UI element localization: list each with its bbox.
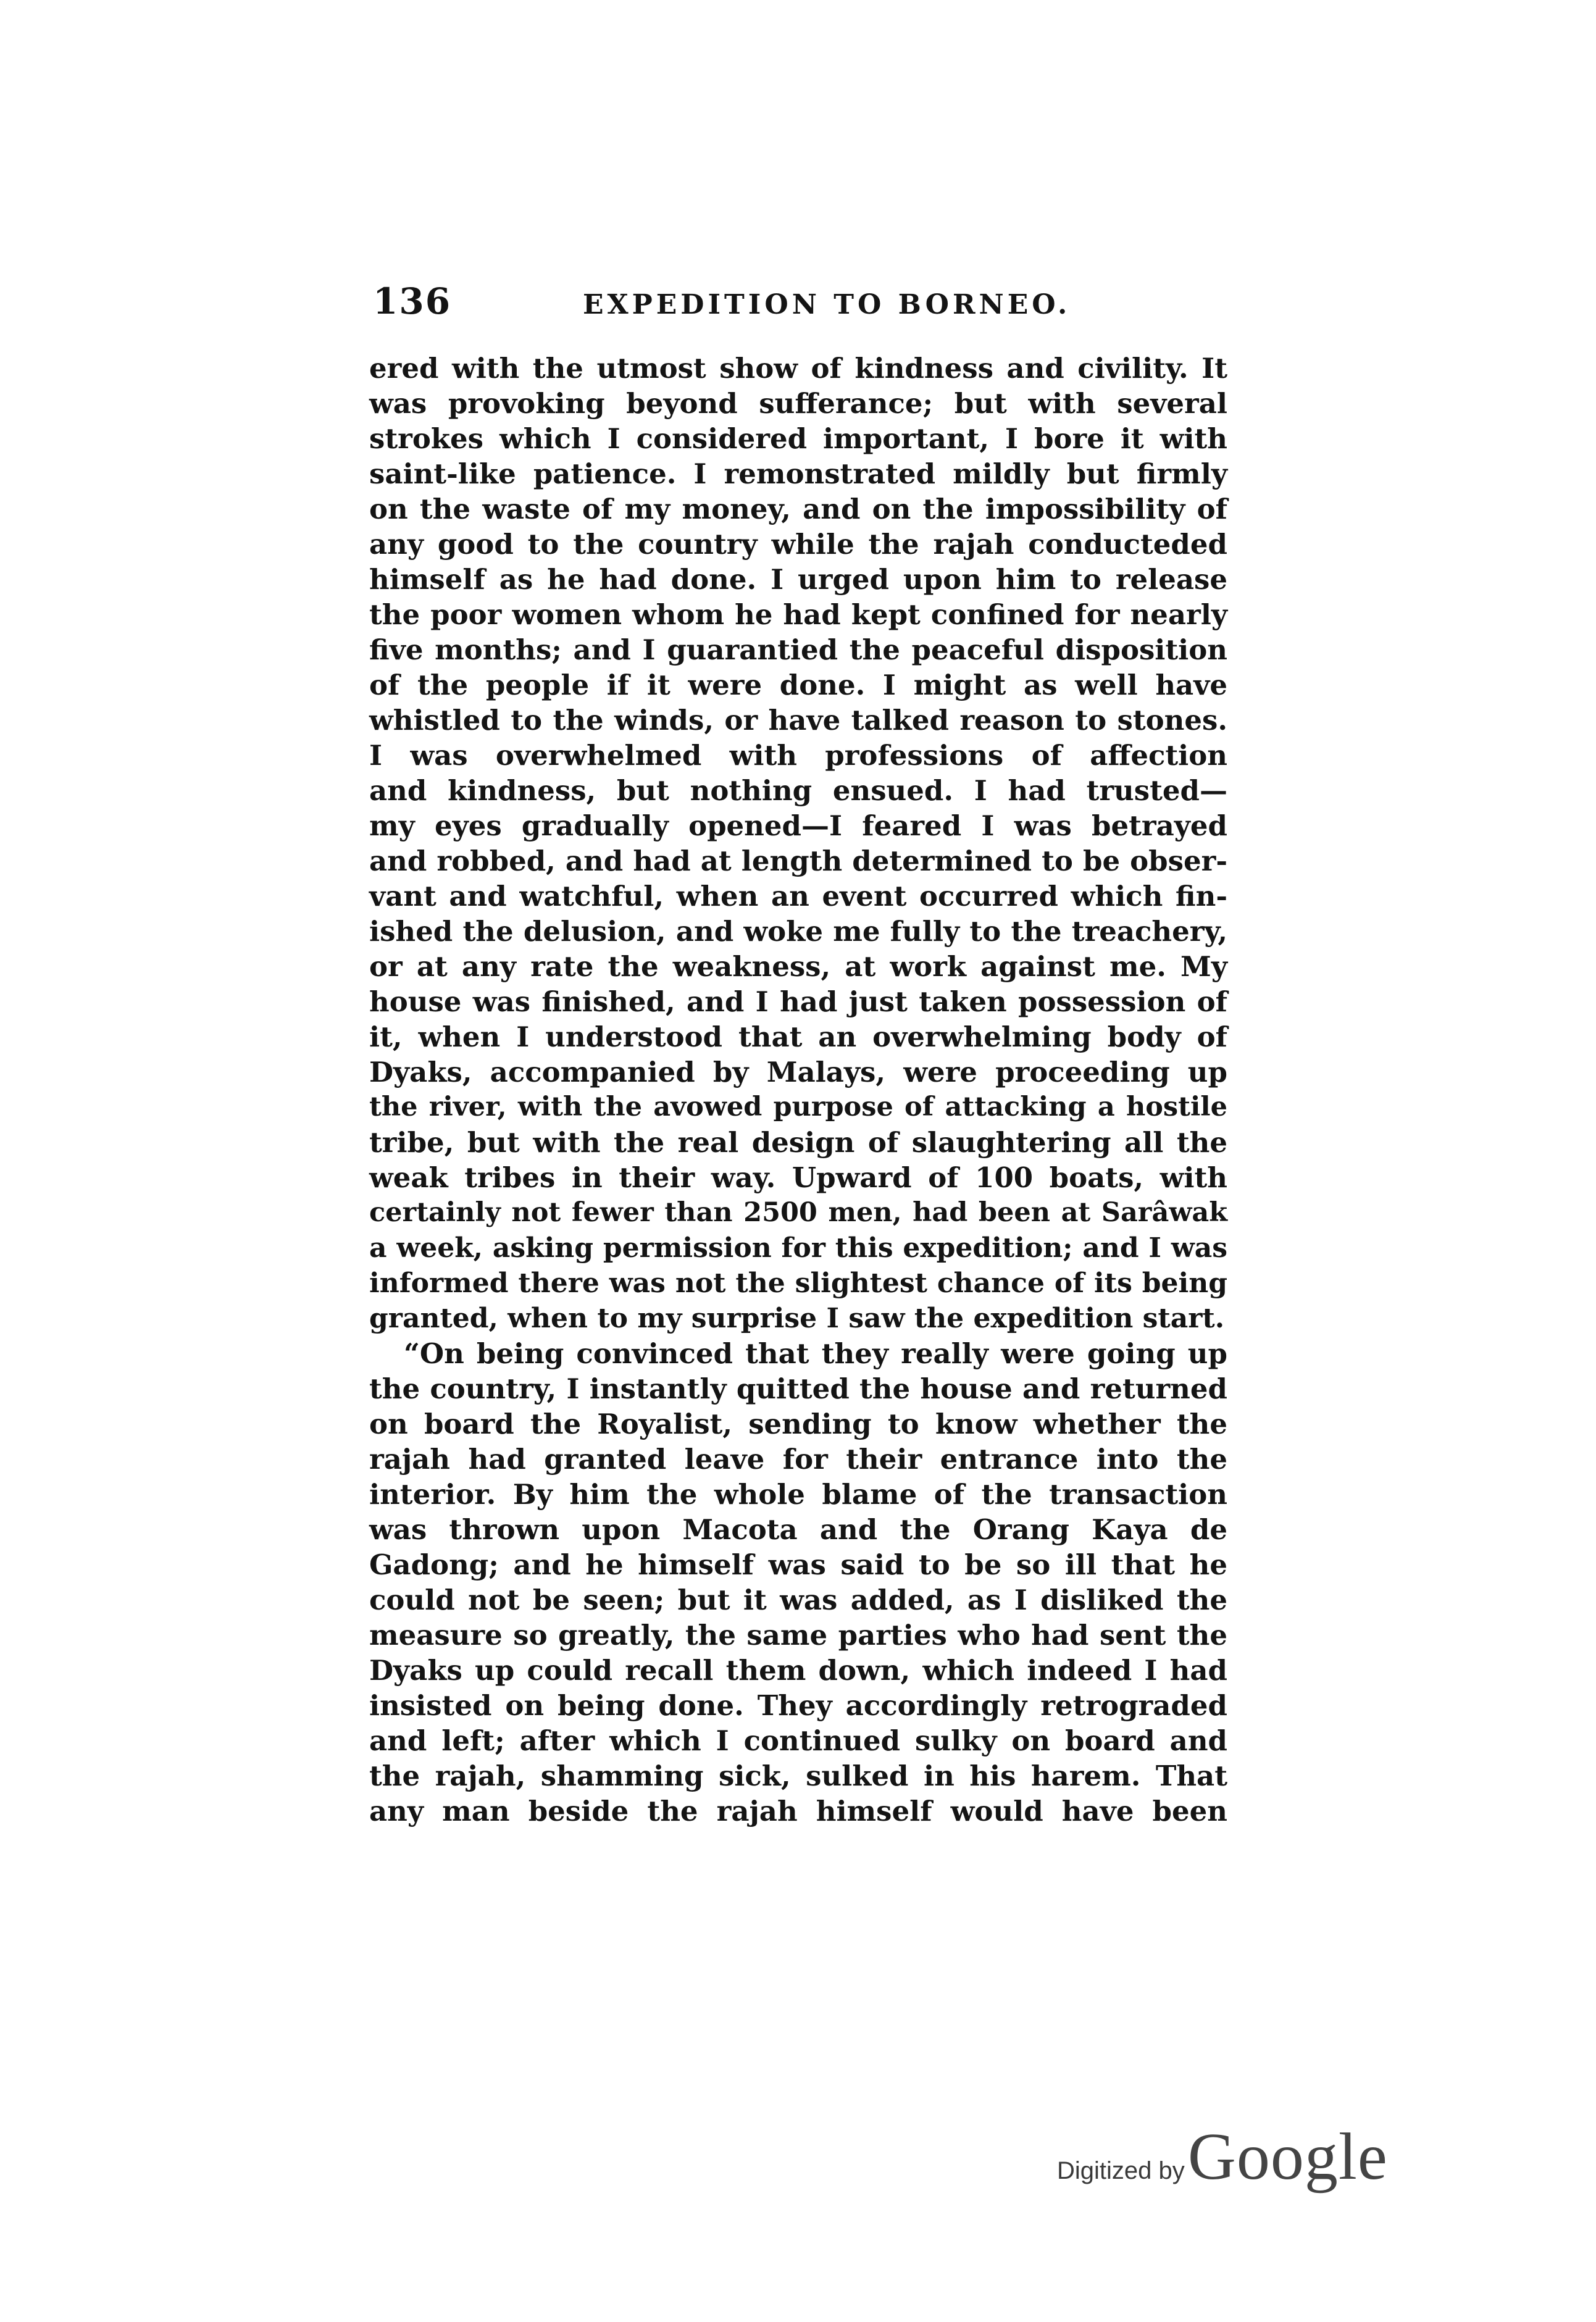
text-line: and kindness, but nothing ensued. I had trusted— bbox=[369, 774, 1227, 807]
text-line: rajah had granted leave for their entrance into the bbox=[369, 1443, 1227, 1476]
text-line: and left; after which I continued sulky on board and bbox=[369, 1724, 1227, 1757]
watermark-prefix: Digitized by bbox=[1057, 2157, 1185, 2184]
text-line: Dyaks, accompanied by Malays, were proceeding up bbox=[369, 1056, 1227, 1088]
text-line: I was overwhelmed with professions of affection bbox=[369, 739, 1227, 772]
text-line: the poor women whom he had kept confined for nearly bbox=[369, 598, 1227, 631]
page-number: 136 bbox=[373, 280, 452, 322]
text-line: Dyaks up could recall them down, which indeed I had bbox=[369, 1654, 1227, 1687]
text-line: the rajah, shamming sick, sulked in his harem. That bbox=[369, 1760, 1227, 1792]
text-line: of the people if it were done. I might as well have bbox=[369, 669, 1227, 701]
text-line: it, when I understood that an overwhelming body of bbox=[369, 1021, 1227, 1053]
google-logo: Google bbox=[1187, 2120, 1388, 2194]
text-line: “On being convinced that they really were going up bbox=[404, 1337, 1227, 1370]
text-line: certainly not fewer than 2500 men, had been at Sarâwak bbox=[369, 1197, 1227, 1228]
text-line: was provoking beyond sufferance; but with several bbox=[369, 387, 1227, 420]
text-line: my eyes gradually opened—I feared I was betrayed bbox=[369, 809, 1227, 842]
text-line: on the waste of my money, and on the impossibility of bbox=[369, 493, 1227, 525]
text-line: himself as he had done. I urged upon him to release bbox=[369, 563, 1227, 596]
text-line: saint-like patience. I remonstrated mildly but firmly bbox=[369, 457, 1227, 490]
text-line: informed there was not the slightest chance of its being bbox=[369, 1267, 1227, 1299]
text-line: strokes which I considered important, I bore it with bbox=[369, 422, 1227, 455]
text-line: any good to the country while the rajah conducteded bbox=[369, 528, 1227, 561]
text-line: the country, I instantly quitted the house and returned bbox=[369, 1372, 1227, 1405]
text-line: interior. By him the whole blame of the transaction bbox=[369, 1478, 1227, 1511]
text-line: any man beside the rajah himself would have been bbox=[369, 1795, 1227, 1827]
text-line: whistled to the winds, or have talked reason to stones. bbox=[369, 704, 1227, 737]
text-line: ished the delusion, and woke me fully to the treachery, bbox=[369, 915, 1227, 948]
text-line: a week, asking permission for this expedition; and I was bbox=[369, 1232, 1227, 1264]
text-line: Gadong; and he himself was said to be so ill that he bbox=[369, 1548, 1227, 1581]
text-line: granted, when to my surprise I saw the expedition start. bbox=[369, 1303, 1225, 1334]
text-line: the river, with the avowed purpose of attacking a hostile bbox=[369, 1092, 1227, 1122]
text-line: could not be seen; but it was added, as I disliked the bbox=[369, 1584, 1227, 1616]
text-line: or at any rate the weakness, at work against me. My bbox=[369, 950, 1227, 983]
running-title: EXPEDITION TO BORNEO. bbox=[583, 289, 1071, 320]
text-line: on board the Royalist, sending to know whether the bbox=[369, 1408, 1227, 1440]
digitized-watermark bbox=[1057, 2119, 1388, 2199]
running-head bbox=[373, 277, 1256, 326]
text-line: insisted on being done. They accordingly retrograded bbox=[369, 1689, 1227, 1722]
text-line: weak tribes in their way. Upward of 100 boats, with bbox=[369, 1161, 1227, 1194]
body-text bbox=[369, 351, 1227, 1829]
text-line: house was finished, and I had just taken possession of bbox=[369, 985, 1227, 1018]
text-line: measure so greatly, the same parties who had sent the bbox=[369, 1619, 1227, 1652]
text-line: ered with the utmost show of kindness and civility. It bbox=[369, 352, 1227, 385]
text-line: tribe, but with the real design of slaughtering all the bbox=[369, 1126, 1227, 1159]
text-line: vant and watchful, when an event occurred which fin- bbox=[369, 880, 1227, 913]
text-line: was thrown upon Macota and the Orang Kaya de bbox=[369, 1513, 1227, 1546]
text-line: five months; and I guarantied the peaceful disposition bbox=[369, 633, 1227, 666]
text-line: and robbed, and had at length determined to be obser- bbox=[369, 845, 1227, 877]
